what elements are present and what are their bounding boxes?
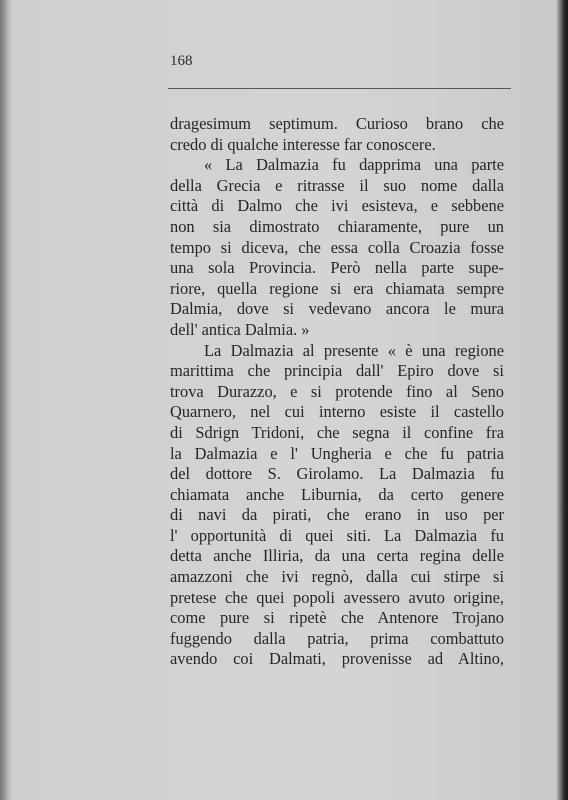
- text-line: La Dalmazia al presente « è una regione: [204, 340, 504, 360]
- page-number: 168: [170, 53, 193, 69]
- text-line: credo di qualche interesse far conoscere.: [170, 134, 436, 154]
- text-line: non sia dimostrato chiaramente, pure un: [170, 216, 504, 236]
- text-line: come pure si ripetè che Antenore Trojano: [170, 608, 504, 628]
- text-line: una sola Provincia. Però nella parte supe-: [170, 258, 504, 278]
- text-line: fuggendo dalla patria, prima combattuto: [170, 628, 504, 648]
- text-line: città di Dalmo che ivi esisteva, e sebbene: [170, 196, 504, 216]
- text-line: la Dalmazia e l' Ungheria e che fu patria: [170, 443, 504, 463]
- text-line: l' opportunità di quei siti. La Dalmazia fu: [170, 525, 504, 545]
- text-line: del dottore S. Girolamo. La Dalmazia fu: [170, 464, 504, 484]
- spine-shadow: [0, 0, 10, 800]
- text-line: trova Durazzo, e si protende fino al Seno: [170, 381, 504, 401]
- text-line: di navi da pirati, che erano in uso per: [170, 505, 504, 525]
- text-line: di Sdrign Tridoni, che segna il confine fra: [170, 422, 504, 442]
- text-line: pretese che quei popoli avessero avuto origine,: [170, 587, 504, 607]
- text-line: avendo coi Dalmati, provenisse ad Altino,: [170, 649, 504, 669]
- page-edge: [556, 0, 568, 800]
- text-line: detta anche Illiria, da una certa regina delle: [170, 546, 504, 566]
- text-line: dragesimum septimum. Curioso brano che: [170, 114, 504, 133]
- text-line: chiamata anche Liburnia, da certo genere: [170, 484, 504, 504]
- text-line: riore, quella regione si era chiamata sempre: [170, 278, 504, 298]
- text-line: tempo si diceva, che essa colla Croazia fosse: [170, 237, 504, 257]
- text-line: amazzoni che ivi regnò, dalla cui stirpe si: [170, 567, 504, 587]
- text-line: della Grecia e ritrasse il suo nome dalla: [170, 175, 504, 195]
- header-rule: [168, 88, 511, 89]
- text-line: Quarnero, nel cui interno esiste il castello: [170, 402, 504, 422]
- body-text: [170, 114, 504, 670]
- text-line: dell' antica Dalmia. »: [170, 319, 310, 339]
- text-line: marittima che principia dall' Epiro dove si: [170, 361, 504, 381]
- text-line: Dalmia, dove si vedevano ancora le mura: [170, 299, 504, 319]
- text-line: « La Dalmazia fu dapprima una parte: [204, 155, 504, 175]
